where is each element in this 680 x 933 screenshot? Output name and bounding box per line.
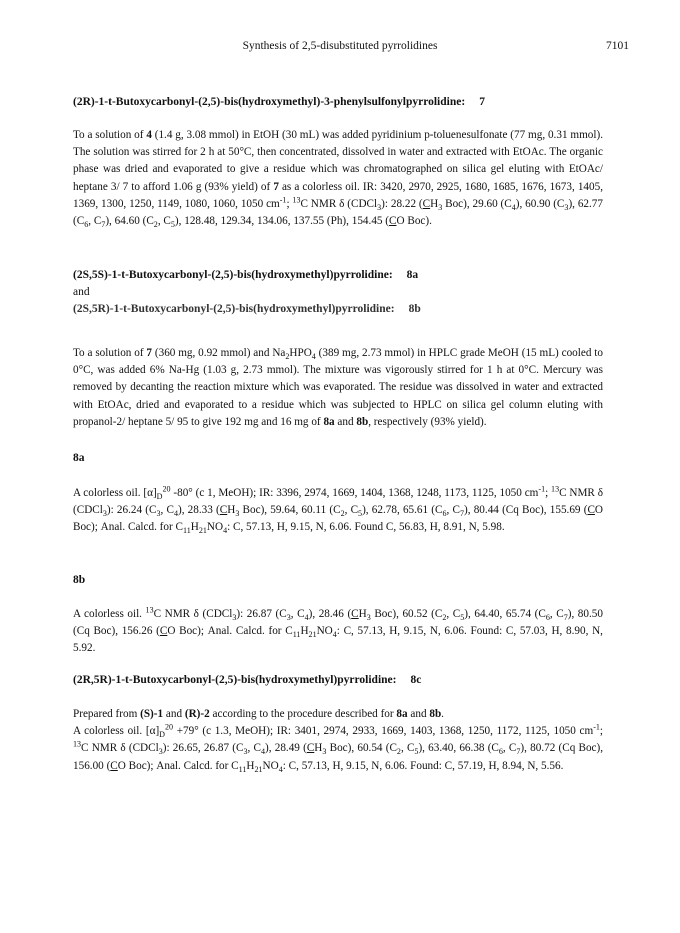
compound-7-procedure: To a solution of 4 (1.4 g, 3.08 mmol) in EtOH (30 mL) was added pyridinium p-toluenesulfonate (77 mg, 0.31 mmol). The solution was stirred for 2 h at 50°C, then concentrated, dissolved in water and extracted with EtOAc. The organic phase was dried and evaporated to give a residue which was chromatographed on silica gel eluting with EtOAc/ heptane 3/ 7 to afford 1.06 g (93% yield) of 7 as a colorless oil. IR: 3420, 2970, 2925, 1680, 1685, 1676, 1673, 1405, 1369, 1300, 1250, 1149, 1080, 1060, 1050 $cm^{-1}$; $^{13}$C NMR δ (CDCl$_3$): 28.22 ($CH_3$ Boc), 29.60 $(C_4)$, 60.90 $(C_3)$, 62.77 ($C_6$, $C_7$), 64.60 ($C_2$, $C_5$), 128.48, 129.34, 134.06, 137.55 (Ph), 154.45 (CO Boc). [73,129,603,230]
compound-8b-data: A colorless oil. $^{13}$C NMR δ (CDCl$_3$): 26.87 ($C_3$, $C_4$), 28.46 ($CH_3$ Boc), 60.52 ($C_2$, $C_5$), 64.40, 65.74 ($C_6$, $C_7$), 80.50 (Cq Boc), 156.26 (CO Boc); Anal. Calcd. for $C_{11}H_{21}NO_4$: C, 57.13, H, 9.15, N, 6.06. Found: C, 57.03, H, 8.90, N, 5.92. [73,605,603,655]
compound-8c-data: Prepared from (S)-1 and (R)-2 according to the procedure described for 8a and 8b. A colorless oil. $[\alpha]_D^{20} +79^\circ$ (c 1.3, MeOH); IR: 3401, 2974, 2933, 1669, 1403, 1368, 1250, 1172, 1125, 1050 $cm^{-1}$; $^{13}$C NMR δ (CDCl$_3$): 26.65, 26.87 ($C_3$, $C_4$), 28.49 ($CH_3$ Boc), 60.54 ($C_2$, $C_5$), 63.40, 66.38 ($C_6$, $C_7$), 80.72 (Cq Boc), 156.00 (CO Boc); Anal. Calcd. for $C_{11}H_{21}NO_4$: C, 57.13, H, 9.15, N, 6.06. Found: C, 57.19, H, 8.94, N, 5.56. [73,708,604,774]
compound-8b-heading: (2S,5R)-1-t-Butoxycarbonyl-(2,5)-bis(hydroxymethyl)pyrrolidine: 8b [73,303,421,315]
compound-8ab-procedure: To a solution of 7 (360 mg, 0.92 mmol) and $Na_2HPO_4$ (389 mg, 2.73 mmol) in HPLC grade MeOH (15 mL) cooled to 0°C, was added 6% Na-Hg (1.03 g, 2.73 mmol). The mixture was vigorously stirred for 1 h at 0°C. Mercury was removed by decanting the reaction mixture which was evaporated. The residue was dissolved in water and extracted with EtOAc, dried and evaporated to a residue which was subjected to HPLC on silica gel column eluting with propanol-2/ heptane 5/ 95 to give 192 mg and 16 mg of 8a and 8b, respectively (93% yield). [73,347,604,428]
compound-8a-data: A colorless oil. $[\alpha]_D^{20}$ -80° (c 1, MeOH); IR: 3396, 2974, 1669, 1404, 1368, 1248, 1173, 1125, 1050 $cm^{-1}$; $^{13}$C NMR δ (CDCl$_3$): 26.24 ($C_3$, $C_4$), 28.33 ($CH_3$ Boc), 59.64, 60.11 ($C_2$, $C_5$), 62.78, 65.61 ($C_6$, $C_7$), 80.44 (Cq Boc), 155.69 (CO Boc); Anal. Calcd. for $C_{11}H_{21}NO_4$: C, 57.13, H, 9.15, N, 6.06. Found C, 56.83, H, 8.91, N, 5.98. [73,484,603,536]
compound-8b-label: 8b [73,574,86,586]
compound-8c-heading: (2R,5R)-1-t-Butoxycarbonyl-(2,5)-bis(hydroxymethyl)pyrrolidine: 8c [73,674,422,686]
compound-7-heading: (2R)-1-t-Butoxycarbonyl-(2,5)-bis(hydroxymethyl)-3-phenylsulfonylpyrrolidine: 7 [73,96,485,108]
running-header [0,40,680,56]
page-number: 7101 [606,40,629,52]
compound-8a-heading: (2S,5S)-1-t-Butoxycarbonyl-(2,5)-bis(hydroxymethyl)pyrrolidine: 8a [73,269,419,281]
and-connector: and [73,286,90,298]
running-title: Synthesis of 2,5-disubstituted pyrrolidines [242,40,438,52]
compound-8a-label: 8a [73,452,85,464]
